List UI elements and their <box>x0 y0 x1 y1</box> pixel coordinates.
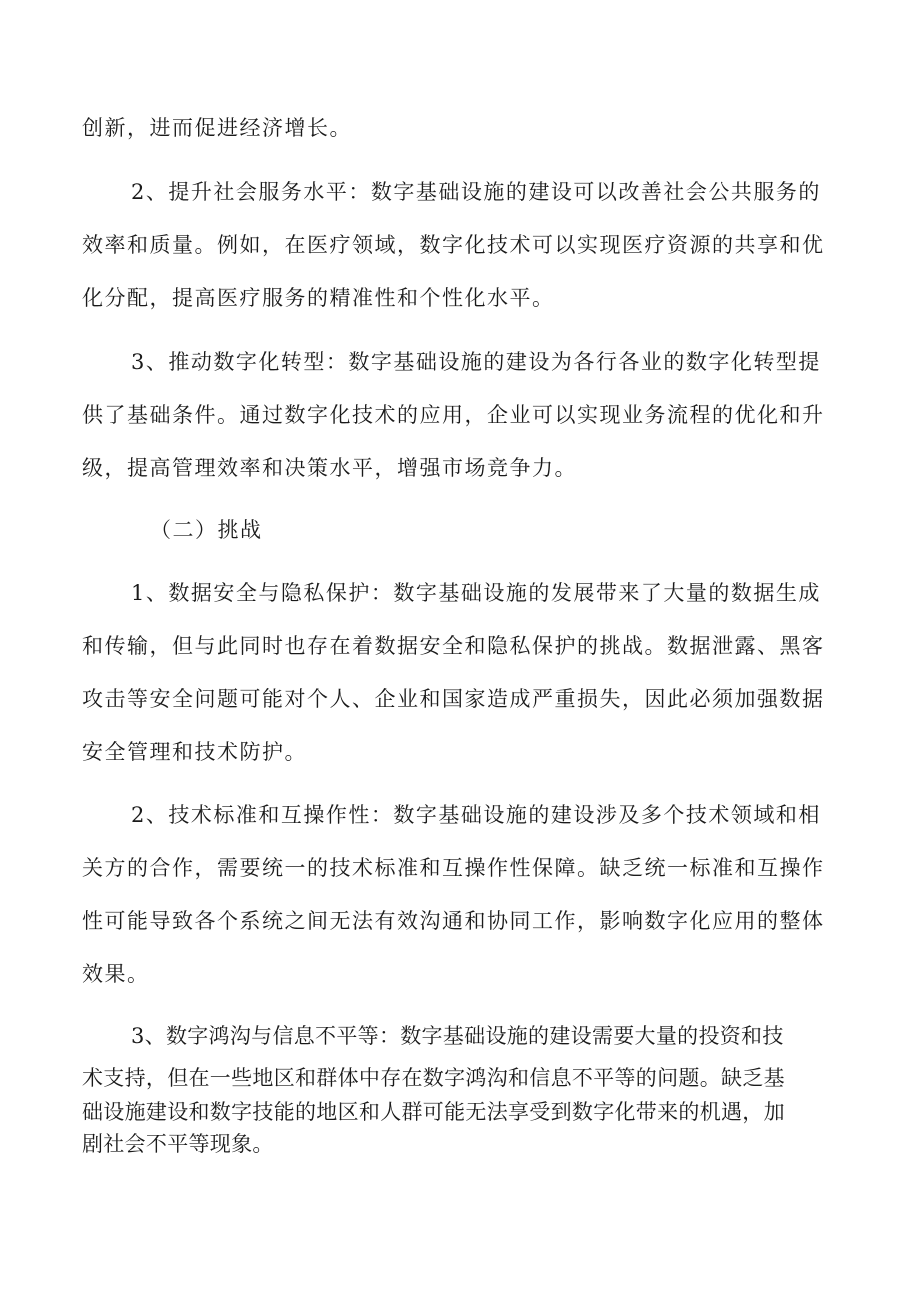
paragraph-line: 攻击等安全问题可能对个人、企业和国家造成严重损失，因此必须加强数据 <box>82 687 825 711</box>
paragraph-line: 创新，进而促进经济增长。 <box>82 116 352 140</box>
paragraph-line: 和传输，但与此同时也存在着数据安全和隐私保护的挑战。数据泄露、黑客 <box>82 634 825 658</box>
paragraph-line: 剧社会不平等现象。 <box>82 1132 274 1156</box>
paragraph-line: 化分配，提高医疗服务的精准性和个性化水平。 <box>82 286 555 310</box>
paragraph-line: 1、数据安全与隐私保护：数字基础设施的发展带来了大量的数据生成 <box>131 581 821 605</box>
paragraph-line: 关方的合作，需要统一的技术标准和互操作性保障。缺乏统一标准和互操作 <box>82 856 825 880</box>
paragraph-line: 安全管理和技术防护。 <box>82 740 307 764</box>
paragraph-line: 性可能导致各个系统之间无法有效沟通和协同工作，影响数字化应用的整体 <box>82 909 825 933</box>
paragraph-line: 级，提高管理效率和决策水平，增强市场竞争力。 <box>82 456 577 480</box>
paragraph-line: 2、技术标准和互操作性：数字基础设施的建设涉及多个技术领域和相 <box>131 803 821 827</box>
paragraph-line: 效果。 <box>82 962 150 986</box>
paragraph-line: 础设施建设和数字技能的地区和人群可能无法享受到数字化带来的机遇，加 <box>82 1100 785 1124</box>
paragraph-line: 2、提升社会服务水平：数字基础设施的建设可以改善社会公共服务的 <box>131 180 821 204</box>
paragraph-line: 效率和质量。例如，在医疗领域，数字化技术可以实现医疗资源的共享和优 <box>82 233 825 257</box>
paragraph-line: 供了基础条件。通过数字化技术的应用，企业可以实现业务流程的优化和升 <box>82 403 825 427</box>
paragraph-line: 3、数字鸿沟与信息不平等：数字基础设施的建设需要大量的投资和技 <box>131 1024 784 1048</box>
paragraph-line: 3、推动数字化转型：数字基础设施的建设为各行各业的数字化转型提 <box>131 350 821 374</box>
paragraph-line: 术支持，但在一些地区和群体中存在数字鸿沟和信息不平等的问题。缺乏基 <box>82 1066 785 1090</box>
section-heading: （二）挑战 <box>150 518 263 542</box>
